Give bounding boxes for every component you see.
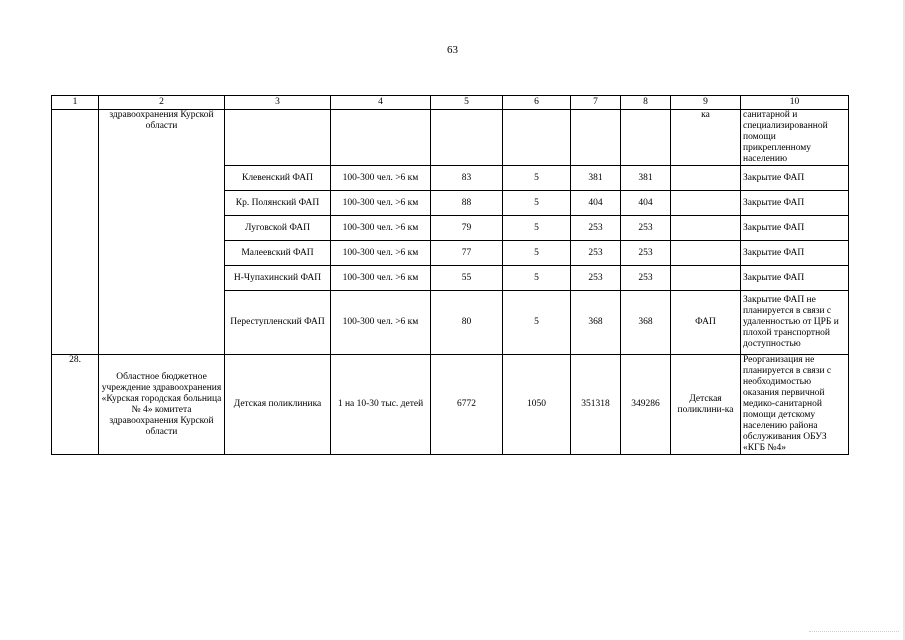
- table-cell: 253: [571, 266, 621, 291]
- scan-mark: [809, 631, 899, 632]
- table-cell: 381: [571, 166, 621, 191]
- table-cell: [621, 110, 671, 166]
- table-cell: ка: [671, 110, 741, 166]
- organization-cell: Областное бюджетное учреждение здравоохранения «Курская городская больница № 4» комитета здравоохранения Курской области: [99, 355, 225, 455]
- table-cell: 349286: [621, 355, 671, 455]
- column-header: 10: [741, 96, 849, 110]
- column-header: 8: [621, 96, 671, 110]
- table-cell: 79: [431, 216, 503, 241]
- table-cell: 83: [431, 166, 503, 191]
- table-cell: 5: [503, 291, 571, 355]
- header-row: [52, 96, 849, 110]
- note-cell: Закрытие ФАП: [741, 191, 849, 216]
- table-cell: 5: [503, 241, 571, 266]
- table-cell: [671, 166, 741, 191]
- table-cell: 404: [571, 191, 621, 216]
- organization-cell: здравоохранения Курской области: [99, 110, 225, 355]
- row-number-cell: [52, 110, 99, 355]
- unit-name-cell: Детская поликлиника: [225, 355, 331, 455]
- note-cell: Закрытие ФАП: [741, 216, 849, 241]
- table-cell: ФАП: [671, 291, 741, 355]
- unit-name-cell: Кр. Полянский ФАП: [225, 191, 331, 216]
- table-cell: 55: [431, 266, 503, 291]
- column-header: 4: [331, 96, 431, 110]
- table-cell: [671, 241, 741, 266]
- table-cell: 368: [621, 291, 671, 355]
- column-header: 2: [99, 96, 225, 110]
- capacity-cell: 1 на 10-30 тыс. детей: [331, 355, 431, 455]
- table-cell: [571, 110, 621, 166]
- capacity-cell: 100-300 чел. >6 км: [331, 166, 431, 191]
- table-cell: 381: [621, 166, 671, 191]
- unit-name-cell: Луговской ФАП: [225, 216, 331, 241]
- table-cell: [331, 110, 431, 166]
- column-header: 9: [671, 96, 741, 110]
- table-cell: 351318: [571, 355, 621, 455]
- table-cell: [671, 266, 741, 291]
- capacity-cell: 100-300 чел. >6 км: [331, 241, 431, 266]
- table-cell: 253: [571, 241, 621, 266]
- table-cell: 253: [571, 216, 621, 241]
- table-cell: 5: [503, 266, 571, 291]
- table-cell: 5: [503, 216, 571, 241]
- table-cell: 5: [503, 191, 571, 216]
- column-header: 7: [571, 96, 621, 110]
- table-cell: 253: [621, 241, 671, 266]
- table-cell: 77: [431, 241, 503, 266]
- column-header: 3: [225, 96, 331, 110]
- page-number: 63: [447, 44, 458, 56]
- capacity-cell: 100-300 чел. >6 км: [331, 216, 431, 241]
- capacity-cell: 100-300 чел. >6 км: [331, 266, 431, 291]
- note-cell: Реорганизация не планируется в связи с необходимостью оказания первичной медико-санитарной помощи детскому населению района обслуживания ОБУЗ «КГБ №4»: [741, 355, 849, 455]
- note-cell: санитарной и специализированной помощи прикрепленному населению: [741, 110, 849, 166]
- unit-name-cell: Переступленский ФАП: [225, 291, 331, 355]
- note-cell: Закрытие ФАП: [741, 241, 849, 266]
- table-cell: 80: [431, 291, 503, 355]
- capacity-cell: 100-300 чел. >6 км: [331, 291, 431, 355]
- table-cell: 88: [431, 191, 503, 216]
- row-number-cell: 28.: [52, 355, 99, 455]
- table-cell: Детская поликлини-ка: [671, 355, 741, 455]
- column-header: 1: [52, 96, 99, 110]
- note-cell: Закрытие ФАП: [741, 166, 849, 191]
- table-cell: 253: [621, 266, 671, 291]
- table-cell: [431, 110, 503, 166]
- table-cell: [503, 110, 571, 166]
- table-cell: 1050: [503, 355, 571, 455]
- note-cell: Закрытие ФАП: [741, 266, 849, 291]
- note-cell: Закрытие ФАП не планируется в связи с удаленностью от ЦРБ и плохой транспортной доступностью: [741, 291, 849, 355]
- table-cell: 5: [503, 166, 571, 191]
- table-cell: 368: [571, 291, 621, 355]
- unit-name-cell: Клевенский ФАП: [225, 166, 331, 191]
- data-table: [51, 95, 849, 455]
- table-row: [52, 355, 849, 455]
- unit-name-cell: Малеевский ФАП: [225, 241, 331, 266]
- table-row: [52, 110, 849, 166]
- column-header: 5: [431, 96, 503, 110]
- table-cell: [225, 110, 331, 166]
- table-cell: [671, 191, 741, 216]
- unit-name-cell: Н-Чупахинский ФАП: [225, 266, 331, 291]
- table-cell: [671, 216, 741, 241]
- table-cell: 253: [621, 216, 671, 241]
- capacity-cell: 100-300 чел. >6 км: [331, 191, 431, 216]
- table-cell: 6772: [431, 355, 503, 455]
- column-header: 6: [503, 96, 571, 110]
- table-cell: 404: [621, 191, 671, 216]
